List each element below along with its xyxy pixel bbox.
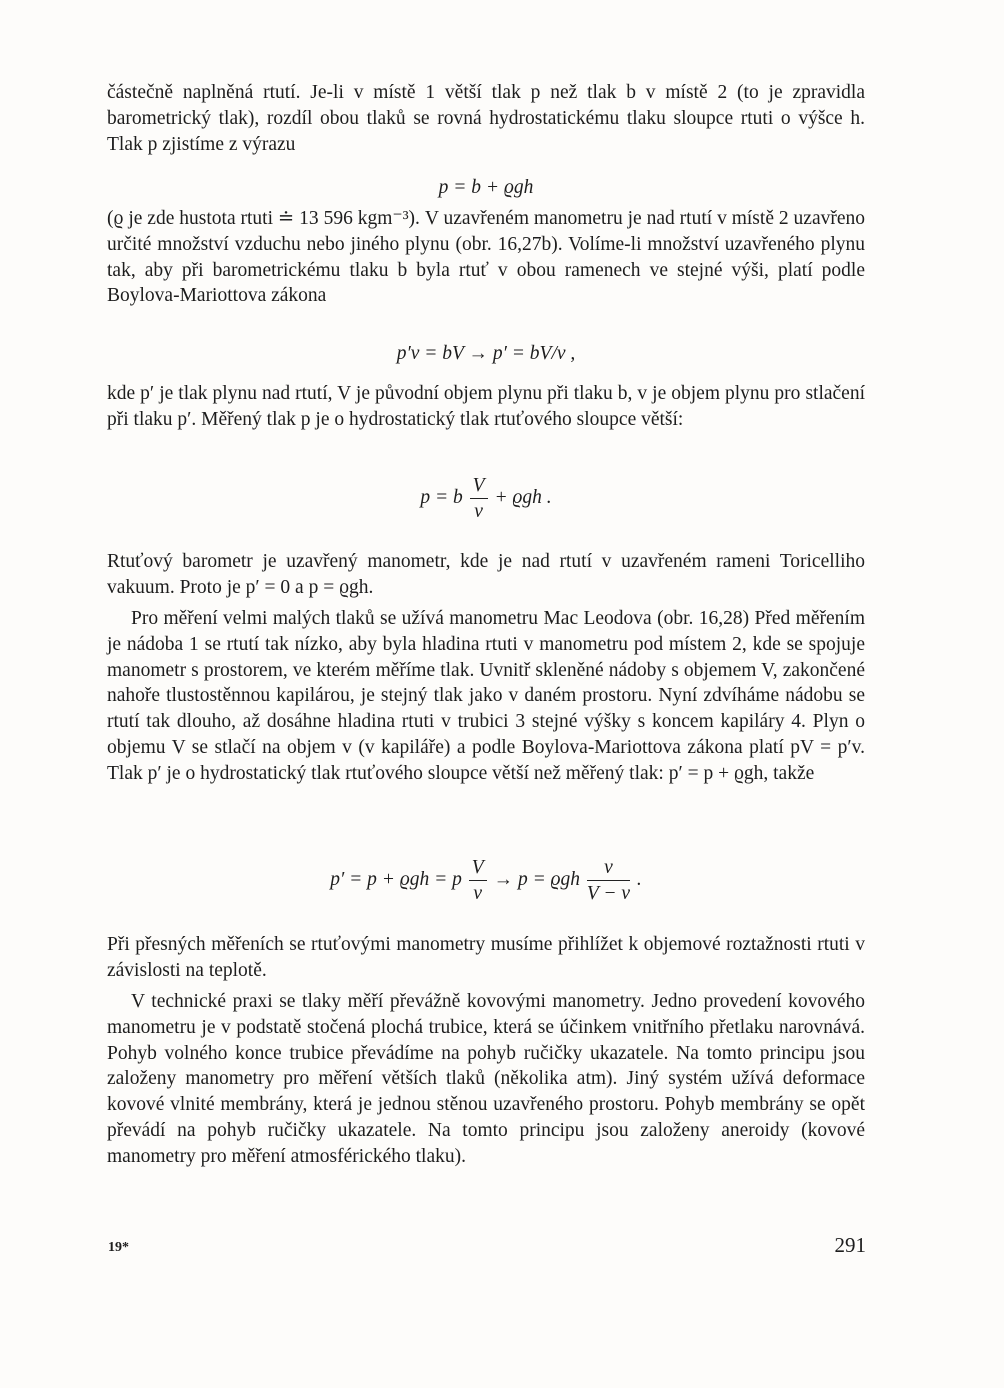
equation-4-fraction-1: [469, 858, 487, 903]
equation-4-denominator-2: V − v: [586, 882, 630, 904]
equation-4-lhs: p′ = p + ϱgh = p: [330, 868, 462, 890]
equation-4-middle: → p = ϱgh: [493, 868, 580, 890]
equation-3: [107, 476, 865, 521]
printer-signature: 19*: [108, 1240, 129, 1255]
page-number: 291: [834, 1233, 866, 1257]
equation-4-end: .: [636, 868, 642, 890]
equation-3-numerator: V: [470, 476, 488, 499]
paragraph-5: Pro měření velmi malých tlaků se užívá manometru Mac Leodova (obr. 16,28) Před měřením je nádoba 1 se rtutí tak nízko, aby byla hladina rtuti v manometru pod místem 2, kde se spojuje manometr s prostorem, ve kterém měříme tlak. Uvnitř skleněné nádoby s objemem V, zakončené nahoře tlustostěnnou kapilárou, je stejný tlak jako v daném prostoru. Nyní zdvíháme nádobu se rtutí tak dlouho, až dosáhne hladina rtuti v trubici 3 stejné výšky s koncem kapiláry 4. Plyn o objemu V se stlačí na objem v (v kapiláře) a podle Boylova-Mariottova zákona platí pV = p′v. Tlak p′ je o hydrostatický tlak rtuťového sloupce větší než měřený tlak: p′ = p + ϱgh, takže: [107, 608, 865, 784]
equation-3-fraction: [470, 476, 488, 521]
paragraph-4: Rtuťový barometr je uzavřený manometr, kde je nad rtutí v uzavřeném rameni Toricelliho vakuum. Proto je p′ = 0 a p = ϱgh.: [107, 551, 865, 598]
paragraph-1: částečně naplněná rtutí. Je-li v místě 1 větší tlak p než tlak b v místě 2 (to je zpravidla barometrický tlak), rozdíl obou tlaků se rovná hydrostatickému tlaku sloupce rtuti o výšce h. Tlak p zjistíme z výrazu: [107, 82, 865, 155]
equation-3-denominator: v: [474, 500, 483, 522]
paragraph-7: V technické praxi se tlaky měří převážně kovovými manometry. Jedno provedení kovového manometru je v podstatě stočená plochá trubice, která se účinkem vnitřního přetlaku narovnává. Pohyb volného konce trubice převádíme na pohyb ručičky ukazatele. Na tomto principu jsou založeny manometry pro měření větších tlaků (několika atm). Jiný systém užívá deformace kovové vlnité membrány, která je jednou stěnou uzavřeného prostoru. Pohyb membrány se opět převádí na pohyb ručičky ukazatele. Na tomto principu jsou založeny aneroidy (kovové manometry pro měření atmosférického tlaku).: [107, 991, 865, 1167]
equation-4-fraction-2: [587, 858, 630, 903]
equation-4-numerator-1: V: [469, 858, 487, 881]
paragraph-3: kde p′ je tlak plynu nad rtutí, V je původní objem plynu při tlaku b, v je objem plynu pro stlačení při tlaku p′. Měřený tlak p je o hydrostatický tlak rtuťového sloupce větší:: [107, 383, 865, 430]
paragraph-2: (ϱ je zde hustota rtuti ≐ 13 596 kgm⁻³). V uzavřeném manometru je nad rtutí v místě 2 uzavřeno určité množství vzduchu nebo jiného plynu (obr. 16,27b). Volíme-li množství uzavřeného plynu tak, aby při barometrickému tlaku b byla rtuť v obou ramenech ve stejné výši, platí podle Boylova-Mariottova zákona: [107, 208, 865, 307]
equation-3-rhs: + ϱgh .: [494, 486, 552, 508]
equation-4: [107, 858, 865, 903]
equation-2: p′v = bV → p′ = bV/v ,: [396, 343, 576, 364]
equation-3-lhs: p = b: [420, 486, 463, 508]
equation-4-numerator-2: v: [587, 858, 630, 881]
equation-4-denominator-1: v: [473, 882, 483, 904]
paragraph-6: Při přesných měřeních se rtuťovými manometry musíme přihlížet k objemové roztažnosti rtuti v závislosti na teplotě.: [107, 934, 865, 981]
equation-1: p = b + ϱgh: [438, 177, 534, 198]
